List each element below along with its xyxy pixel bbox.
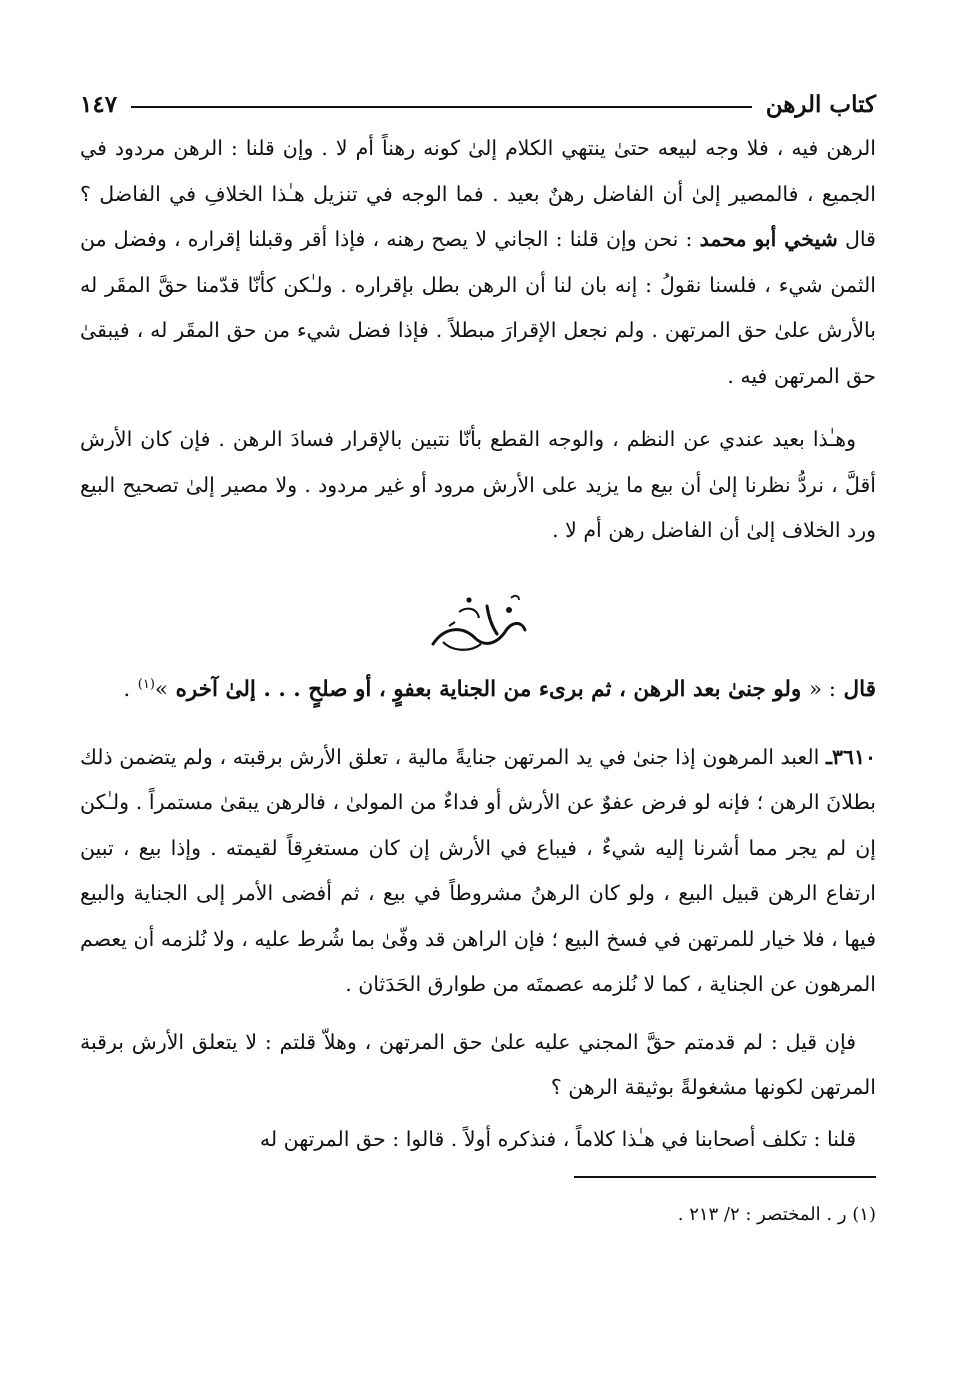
fasl-calligraphy-icon — [423, 586, 533, 658]
footnote-number: (١) — [852, 1204, 876, 1226]
paragraph-2: وهـٰذا بعيد عندي عن النظم ، والوجه القطع بأنّا نتبين بالإقرار فسادَ الرهن . فإن كان الأرش أقلَّ ، نردُّ نظرنا إلىٰ أن بيع ما يزيد على الأرش مرود أو غير مردود . ولا مصير إلىٰ تصحيح البيع ورد الخلاف إلىٰ أن الفاضل رهن أم لا . — [80, 427, 876, 542]
paragraph-1 — [80, 126, 876, 399]
author-name: شيخي أبو محمد — [699, 227, 838, 251]
running-header — [80, 78, 876, 118]
section-ornament — [80, 586, 876, 660]
header-rule — [131, 106, 752, 108]
paragraph-3 — [80, 735, 876, 1008]
paragraph-1-text: الرهن فيه ، فلا وجه لبيعه حتىٰ ينتهي الكلام إلىٰ كونه رهناً أم لا . وإن قلنا : الرهن مردود في الجميع ، فالمصير إلىٰ أن الفاضل رهنٌ بعيد . فما الوجه في تنزيل هـٰذا الخلافِ في الفاضل ؟ قال — [80, 136, 876, 251]
quote-text: ولو جنىٰ بعد الرهن ، ثم برىء من الجناية بعفوٍ ، أو صلحٍ . . . إلىٰ آخره — [175, 676, 802, 702]
svg-text:فَصْلٌ: فَصْلٌ — [476, 653, 480, 655]
quote-close: » — [154, 676, 169, 702]
footnote-text: ر . المختصر : ٢/ ٢١٣ . — [677, 1204, 847, 1226]
paragraph-5: قلنا : تكلف أصحابنا في هـٰذا كلاماً ، فنذكره أولاً . قالوا : حق المرتهن له — [259, 1126, 856, 1151]
quote-open: : « — [808, 676, 837, 702]
quote-label: قال — [843, 676, 876, 702]
footnote-rule — [574, 1176, 876, 1178]
paragraph-number: ٣٦١٠ـ — [825, 744, 876, 769]
paragraph-3-text: العبد المرهون إذا جنىٰ في يد المرتهن جنايةً مالية ، تعلق الأرش برقبته ، ولم يتضمن ذلك بطلانَ الرهن ؛ فإنه لو فرض عفوٌ عن الأرش أو فداءٌ من المولىٰ ، فالرهن يبقىٰ مستمراً . ولـٰكن إن لم يجر مما أشرنا إليه شيءٌ ، فيباع في الأرش إن كان مستغرِقاً لقيمته . وإذا بيع ، تبين ارتفاع الرهن قبيل البيع ، ولو كان الرهنُ مشروطاً في بيع ، ثم أفضى الأمر إلى الجناية والبيع فيها ، فلا خيار للمرتهن في فسخ البيع ؛ فإن الراهن قد وفّىٰ بما شُرط عليه ، ولا نُلزمه أن يعصم المرهون عن الجناية ، كما لا نُلزمه عصمتَه من طوارق الحَدَثان . — [80, 744, 876, 997]
quoted-statement — [80, 664, 876, 711]
quote-end: . — [123, 676, 131, 702]
footnote-ref: (١) — [137, 676, 155, 692]
footnote — [80, 1204, 876, 1225]
book-page — [80, 78, 876, 1225]
page-number: ١٤٧ — [80, 91, 118, 118]
chapter-title: كتاب الرهن — [765, 91, 876, 118]
paragraph-1-rest: : نحن وإن قلنا : الجاني لا يصح رهنه ، فإذا أقر وقبلنا إقراره ، وفضل من الثمن شيء ، فلسنا نقولُ : إنه بان لنا أن الرهن بطل بإقراره . ولـٰكن كأنّا قدّمنا حقَّ المقَر له بالأرش علىٰ حق المرتهن . ولم نجعل الإقرارَ مبطلاً . فإذا فضل شيء من حق المقَر له ، فيبقىٰ حق المرتهن فيه . — [80, 227, 876, 388]
paragraph-4: فإن قيل : لم قدمتم حقَّ المجني عليه علىٰ حق المرتهن ، وهلاّ قلتم : لا يتعلق الأرش برقبة المرتهن لكونها مشغولةً بوثيقة الرهن ؟ — [80, 1029, 876, 1100]
